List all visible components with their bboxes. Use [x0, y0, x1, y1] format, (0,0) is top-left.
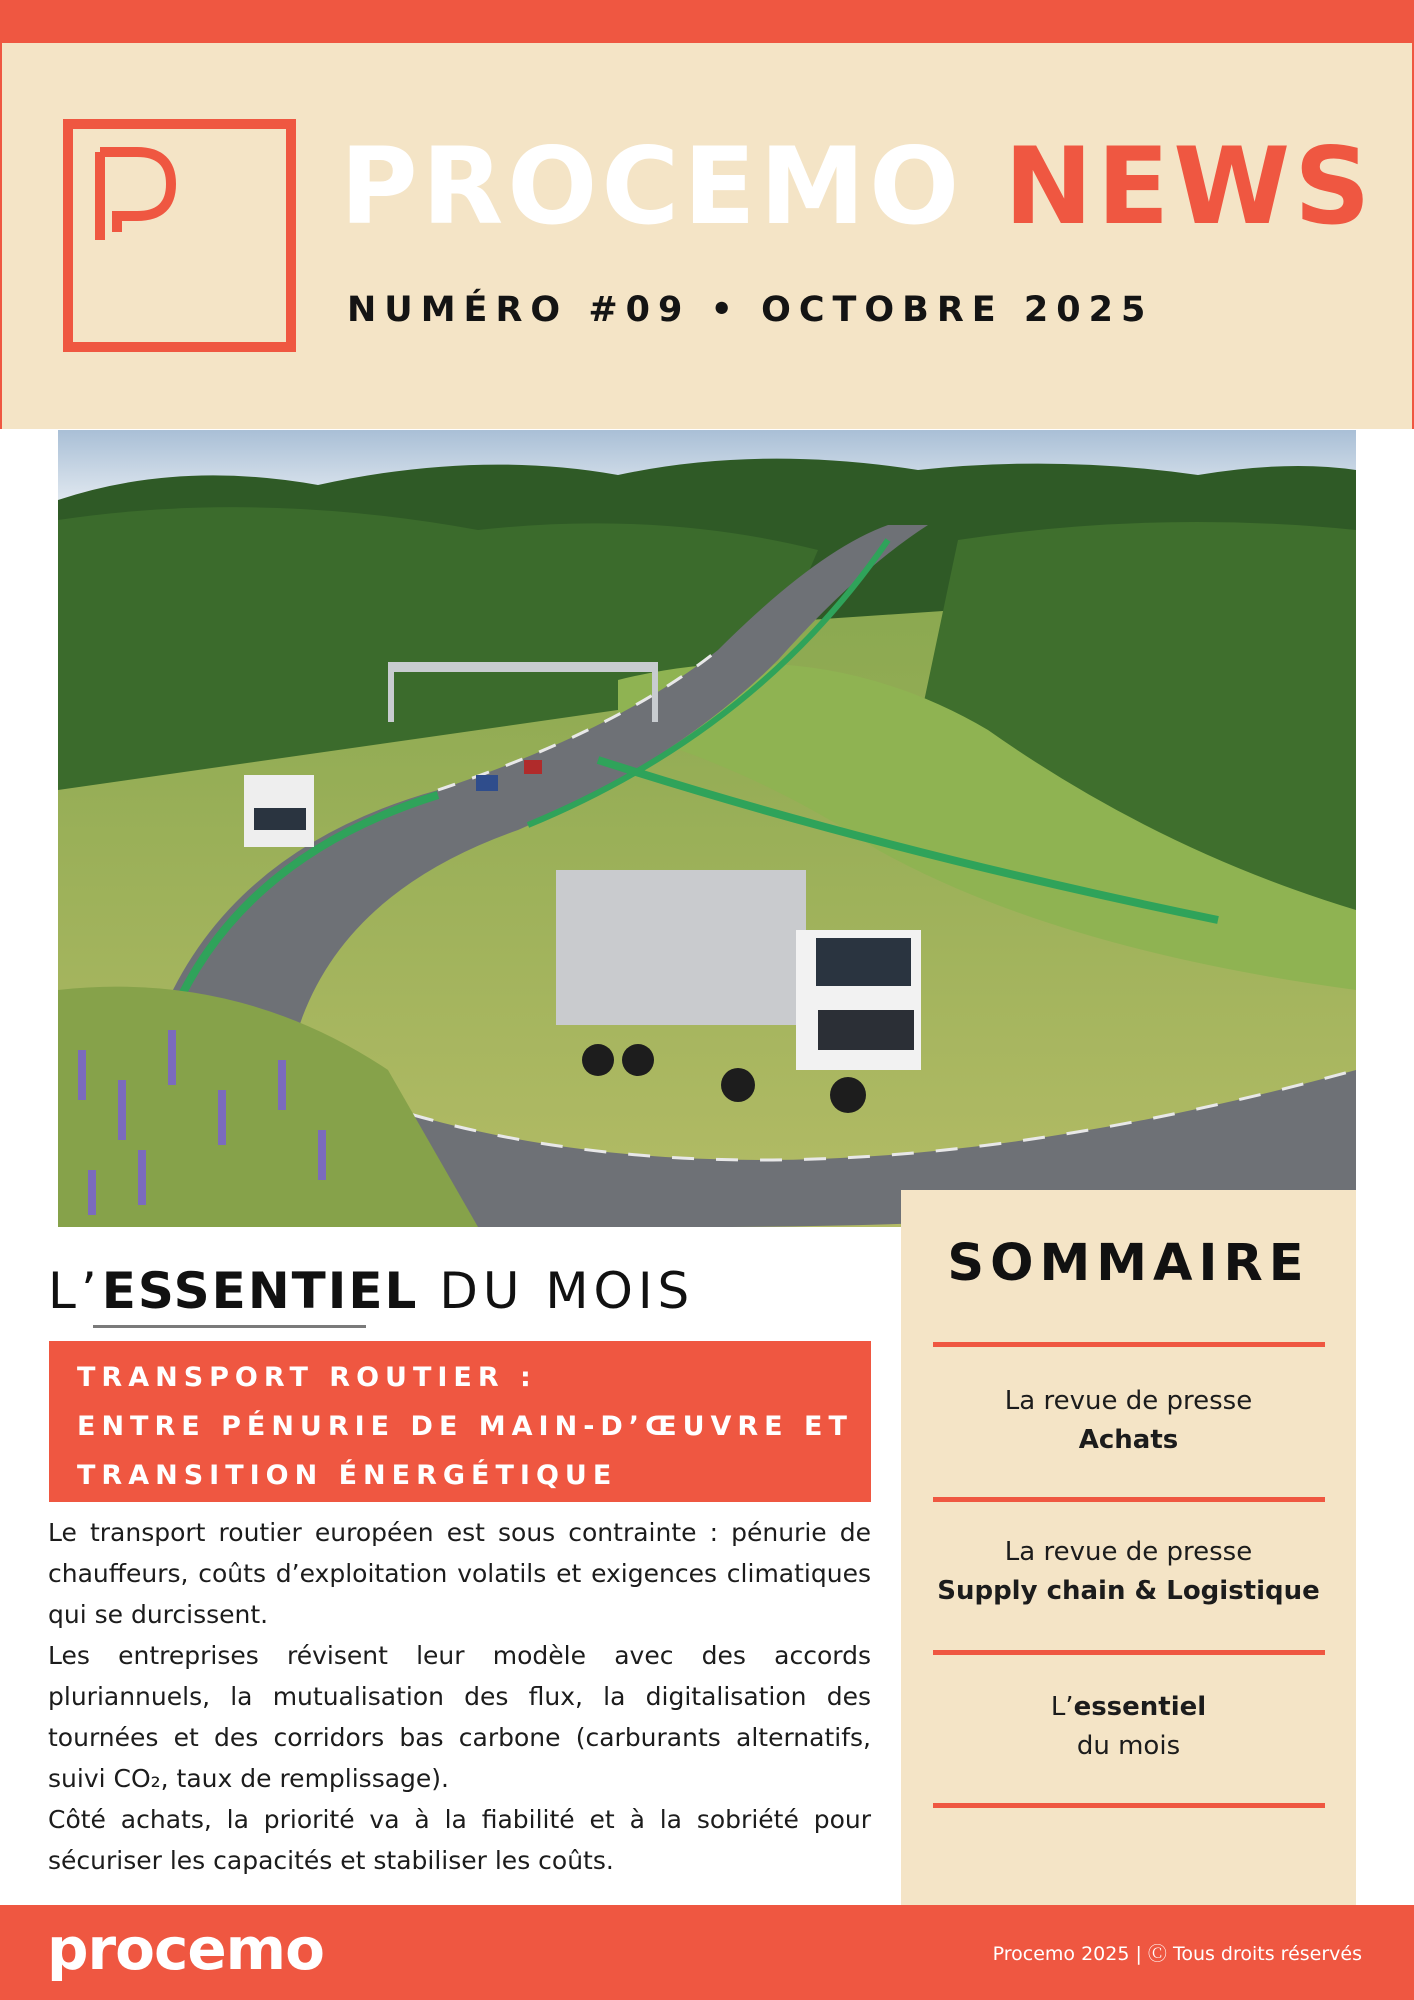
top-accent-bar	[0, 0, 1414, 43]
hero-highway-photo	[58, 430, 1356, 1227]
sommaire-divider	[933, 1342, 1325, 1347]
sommaire-item-line2: Supply chain & Logistique	[937, 1576, 1320, 1606]
title-news: NEWS	[1004, 125, 1375, 248]
newsletter-title	[340, 122, 1375, 252]
sommaire-title: SOMMAIRE	[947, 1234, 1310, 1293]
heading-suffix: DU MOIS	[439, 1262, 695, 1320]
article-title-banner	[49, 1341, 871, 1502]
article-paragraph: Le transport routier européen est sous contrainte : pénurie de chauffeurs, coûts d’exploitation volatils et exigences climatiques qui se durcissent.	[48, 1518, 871, 1629]
issue-number-date: NUMÉRO #09 • OCTOBRE 2025	[347, 290, 1154, 330]
footer-bar	[0, 1905, 1414, 2000]
banner-line-1: TRANSPORT ROUTIER :	[77, 1362, 537, 1393]
sommaire-item-line2: Achats	[1078, 1425, 1179, 1455]
sommaire-panel	[901, 1190, 1356, 1905]
article-paragraph: Côté achats, la priorité va à la fiabilité et à la sobriété pour sécuriser les capacités et stabiliser les coûts.	[48, 1805, 871, 1875]
article-paragraph: Les entreprises révisent leur modèle avec des accords pluriannuels, la mutualisation des flux, la digitalisation des tournées et des corridors bas carbone (carburants alternatifs, suivi CO₂, taux de remplissage).	[48, 1641, 871, 1793]
sommaire-item-line1: La revue de presse	[1004, 1537, 1253, 1567]
title-procemo: PROCEMO	[340, 125, 964, 248]
sommaire-divider	[933, 1497, 1325, 1502]
sommaire-item-line1b: essentiel	[1073, 1692, 1207, 1722]
procemo-logo-icon	[63, 119, 296, 352]
sommaire-item-supply-chain[interactable]	[901, 1533, 1356, 1611]
sommaire-item-achats[interactable]	[901, 1382, 1356, 1460]
essentiel-heading	[48, 1262, 694, 1320]
article-body	[48, 1512, 871, 1881]
banner-line-3: TRANSITION ÉNERGÉTIQUE	[77, 1460, 618, 1491]
sommaire-item-essentiel[interactable]	[901, 1688, 1356, 1766]
sommaire-divider	[933, 1650, 1325, 1655]
sommaire-item-line2: du mois	[1076, 1731, 1181, 1761]
heading-prefix: L’	[48, 1262, 102, 1320]
banner-line-2: ENTRE PÉNURIE DE MAIN-D’ŒUVRE ET	[77, 1411, 853, 1442]
sommaire-item-line1a: L’	[1050, 1692, 1074, 1722]
heading-bold: ESSENTIEL	[101, 1262, 419, 1320]
footer-copyright: Procemo 2025 | Ⓒ Tous droits réservés	[992, 1943, 1362, 1965]
sommaire-item-line1: La revue de presse	[1004, 1386, 1253, 1416]
footer-brand-logo: procemo	[47, 1915, 324, 1983]
sommaire-divider	[933, 1803, 1325, 1808]
heading-underline	[93, 1325, 366, 1328]
